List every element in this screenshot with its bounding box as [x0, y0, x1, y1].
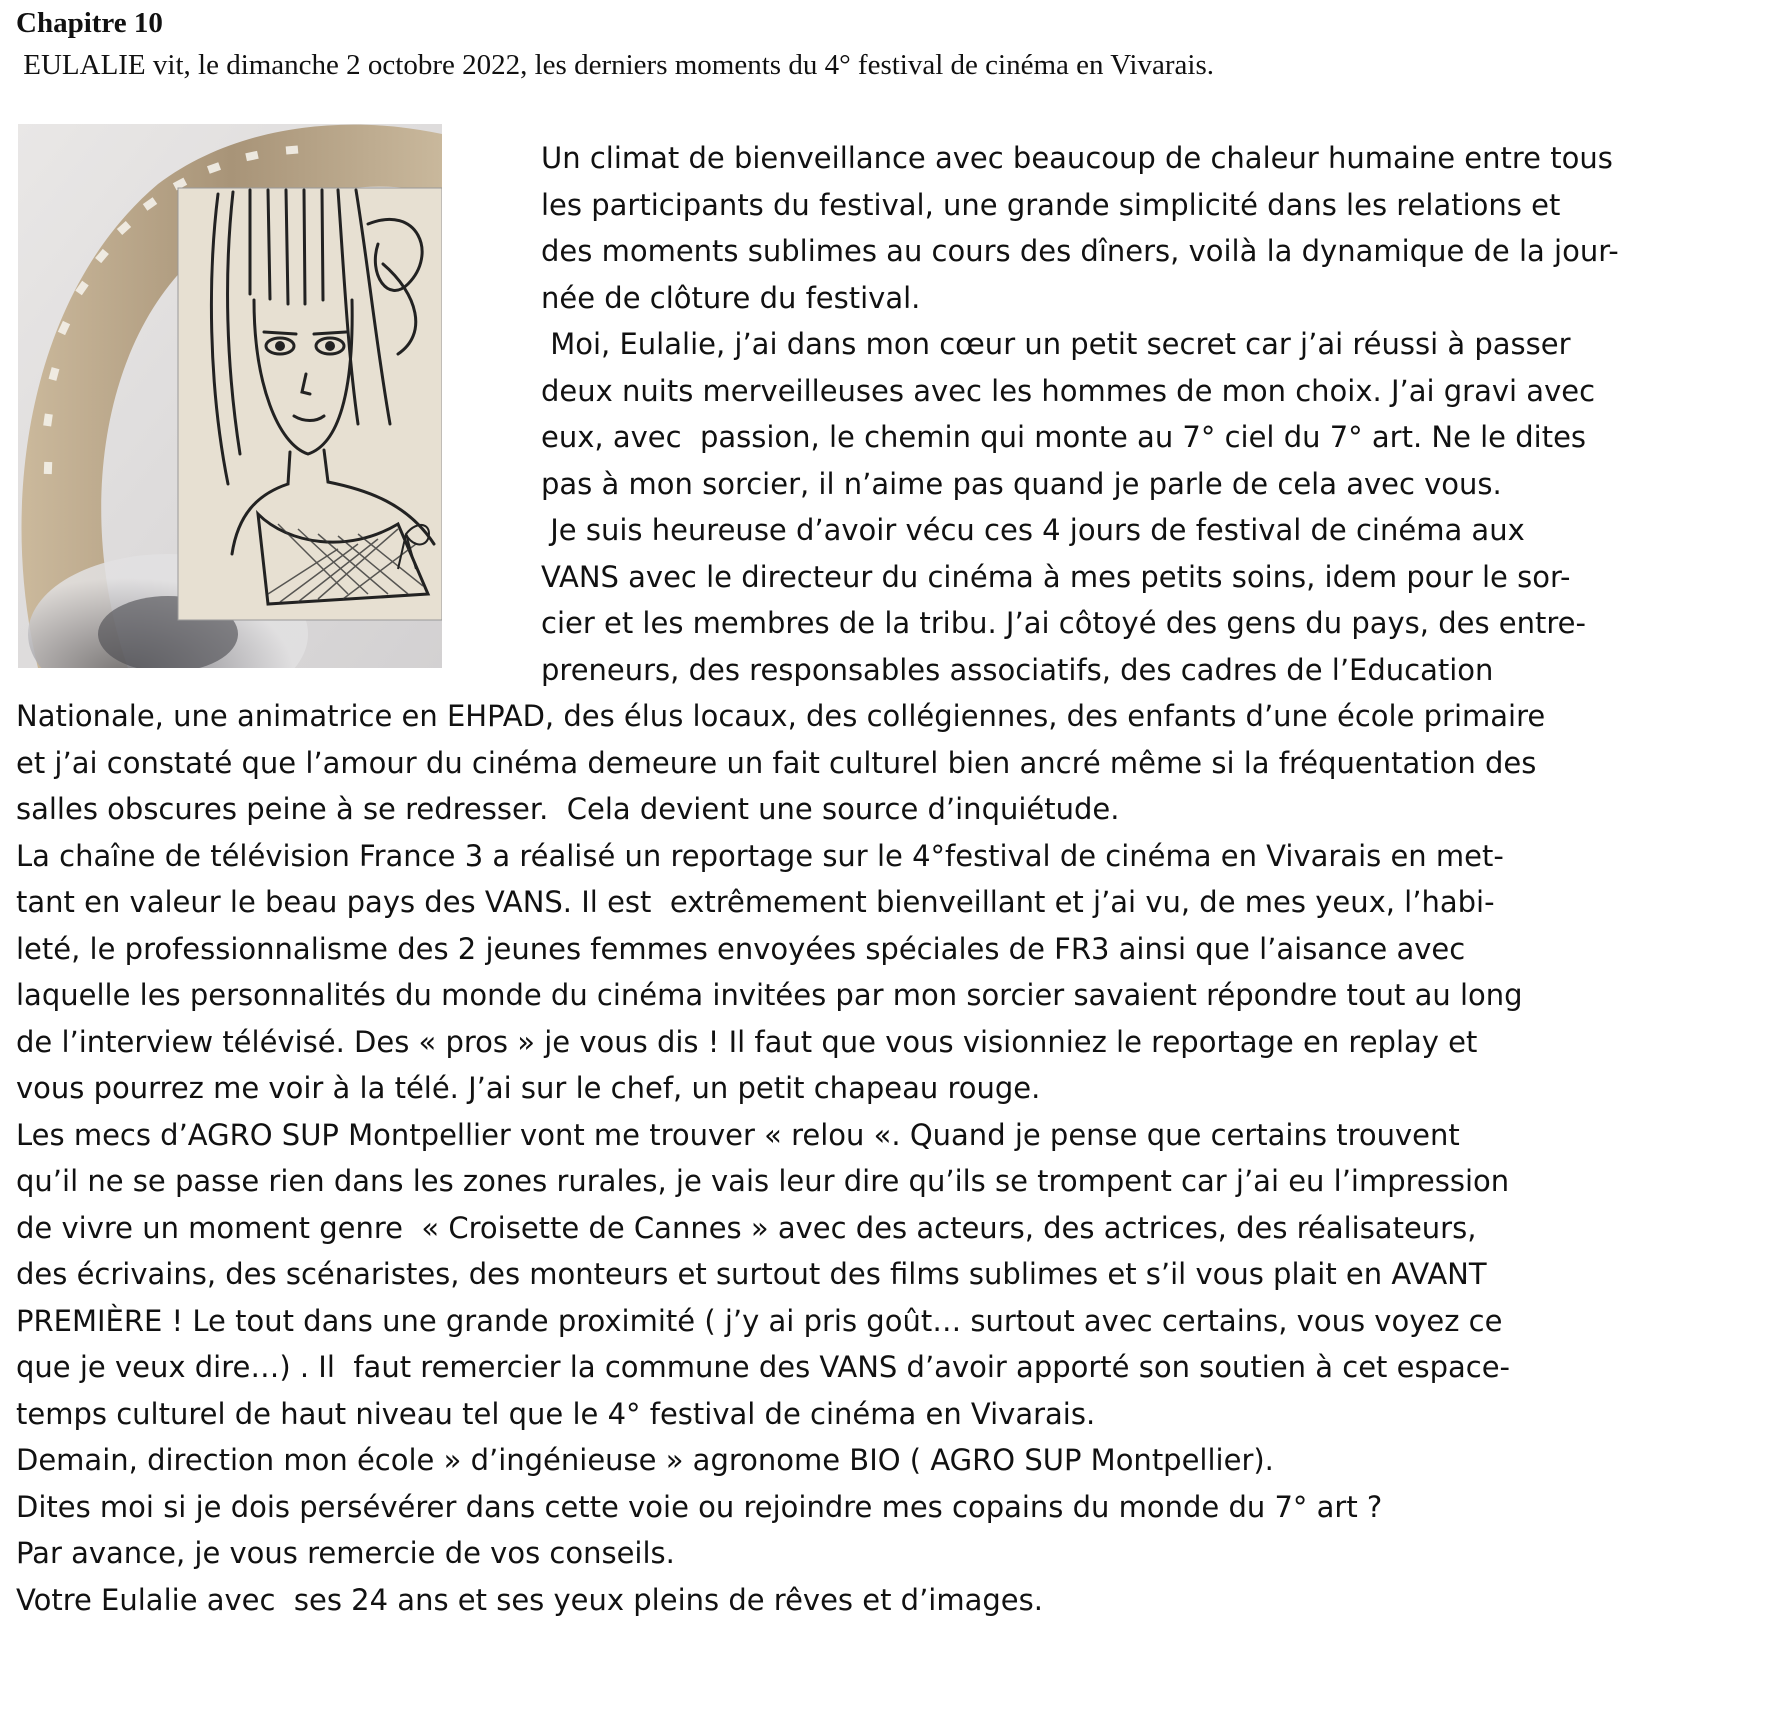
body-line: La chaîne de télévision France 3 a réalisé un reportage sur le 4°festival de cinéma en Vivarais en met- [16, 838, 1504, 873]
chapter-subtitle: EULALIE vit, le dimanche 2 octobre 2022, les derniers moments du 4° festival de cinéma en Vivarais. [16, 49, 1214, 81]
body-line: Par avance, je vous remercie de vos conseils. [16, 1536, 675, 1570]
body-line: temps culturel de haut niveau tel que le 4° festival de cinéma en Vivarais. [16, 1396, 1096, 1431]
body-line: que je veux dire…) . Il faut remercier la commune des VANS d’avoir apporté son soutien à cet espace- [16, 1350, 1511, 1384]
body-line: Dites moi si je dois persévérer dans cette voie ou rejoindre mes copains du monde du 7° art ? [16, 1489, 1383, 1524]
body-line: salles obscures peine à se redresser. Cela devient une source d’inquiétude. [16, 792, 1120, 826]
body-line: les participants du festival, une grande simplicité dans les relations et [541, 187, 1561, 222]
body-line: PREMIÈRE ! Le tout dans une grande proximité ( j’y ai pris goût… surtout avec certains, vous voyez ce [16, 1303, 1503, 1338]
body-line: Moi, Eulalie, j’ai dans mon cœur un petit secret car j’ai réussi à passer [541, 327, 1571, 361]
body-line: vous pourrez me voir à la télé. J’ai sur le chef, un petit chapeau rouge. [16, 1071, 1041, 1105]
body-line: cier et les membres de la tribu. J’ai côtoyé des gens du pays, des entre- [541, 606, 1586, 640]
chapter-title: Chapitre 10 [16, 7, 163, 39]
body-line: née de clôture du festival. [541, 280, 921, 315]
body-line: VANS avec le directeur du cinéma à mes petits soins, idem pour le sor- [541, 559, 1571, 594]
body-line: deux nuits merveilleuses avec les hommes de mon choix. J’ai gravi avec [541, 373, 1596, 408]
body-line: Un climat de bienveillance avec beaucoup de chaleur humaine entre tous [541, 141, 1613, 175]
film-strip-girl-drawing-icon [18, 124, 442, 668]
body-line: leté, le professionnalisme des 2 jeunes femmes envoyées spéciales de FR3 ainsi que l’aisance avec [16, 931, 1466, 966]
body-line: Votre Eulalie avec ses 24 ans et ses yeux pleins de rêves et d’images. [16, 1582, 1043, 1617]
body-line: eux, avec passion, le chemin qui monte au 7° ciel du 7° art. Ne le dites [541, 420, 1587, 454]
body-line: de l’interview télévisé. Des « pros » je vous dis ! Il faut que vous visionniez le reportage en replay et [16, 1024, 1478, 1059]
body-line: laquelle les personnalités du monde du cinéma invitées par mon sorcier savaient répondre tout au long [16, 978, 1523, 1012]
body-line: et j’ai constaté que l’amour du cinéma demeure un fait culturel bien ancré même si la fréquentation des [16, 745, 1537, 780]
body-line: preneurs, des responsables associatifs, des cadres de l’Education [541, 652, 1494, 687]
body-line: pas à mon sorcier, il n’aime pas quand je parle de cela avec vous. [541, 466, 1502, 501]
body-line: Les mecs d’AGRO SUP Montpellier vont me trouver « relou «. Quand je pense que certains trouvent [16, 1117, 1460, 1152]
body-line: qu’il ne se passe rien dans les zones rurales, je vais leur dire qu’ils se trompent car j’ai eu l’impression [16, 1164, 1510, 1198]
body-line: de vivre un moment genre « Croisette de Cannes » avec des acteurs, des actrices, des réalisateurs, [16, 1210, 1477, 1245]
body-line: Nationale, une animatrice en EHPAD, des élus locaux, des collégiennes, des enfants d’une école primaire [16, 699, 1546, 733]
body-line: des moments sublimes au cours des dîners, voilà la dynamique de la jour- [541, 234, 1619, 268]
body-line: des écrivains, des scénaristes, des monteurs et surtout des films sublimes et s’il vous plait en AVANT [16, 1257, 1487, 1291]
body-line: Demain, direction mon école » d’ingénieuse » agronome BIO ( AGRO SUP Montpellier). [16, 1443, 1274, 1477]
body-line: Je suis heureuse d’avoir vécu ces 4 jours de festival de cinéma aux [541, 513, 1525, 547]
body-line: tant en valeur le beau pays des VANS. Il est extrêmement bienveillant et j’ai vu, de mes yeux, l’habi- [16, 885, 1495, 919]
